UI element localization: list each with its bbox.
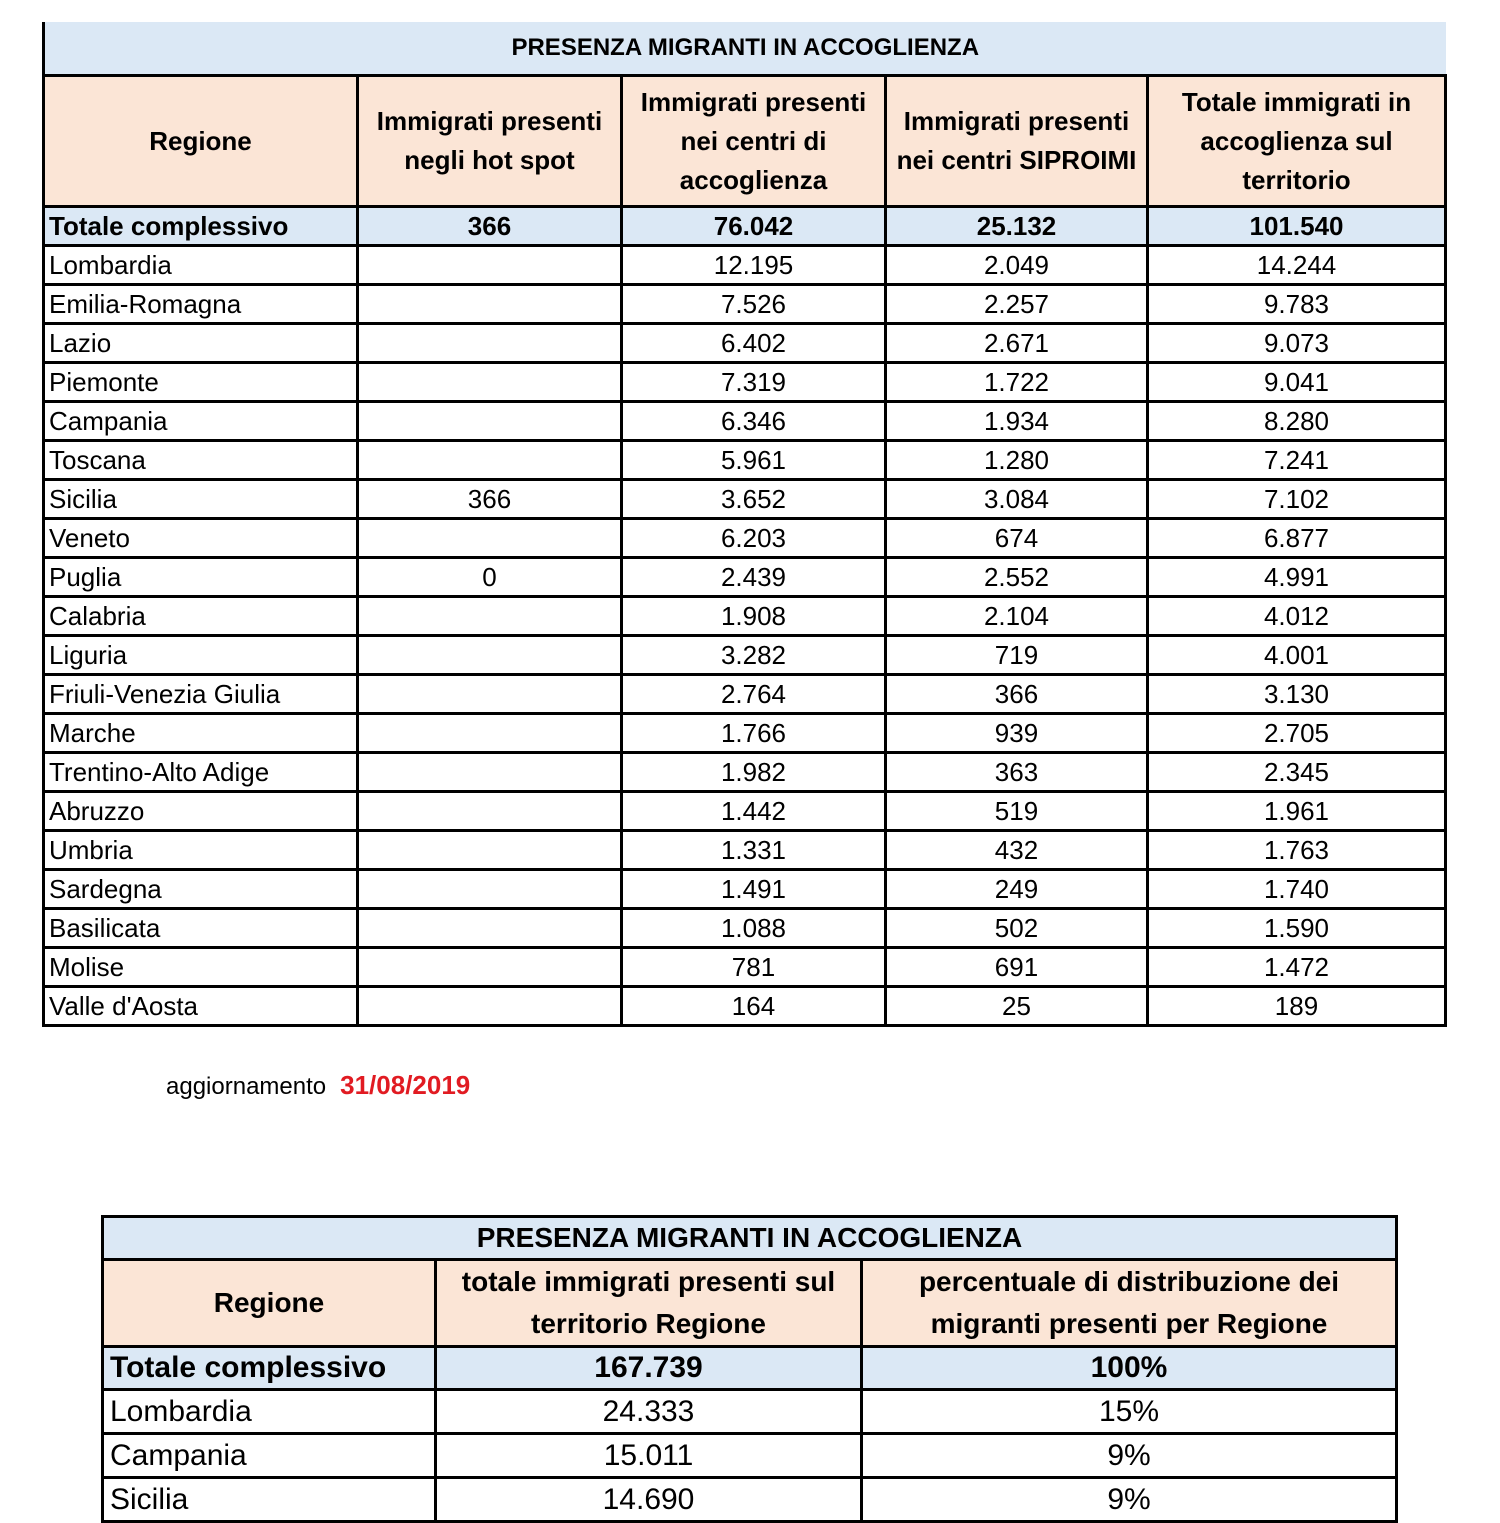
table-title: PRESENZA MIGRANTI IN ACCOGLIENZA bbox=[103, 1217, 1397, 1260]
table-row bbox=[44, 597, 1446, 636]
table-row bbox=[44, 909, 1446, 948]
column-header-percentuale: percentuale di distribuzione dei migranti presenti per Regione bbox=[862, 1260, 1397, 1347]
table-cell bbox=[358, 285, 622, 324]
table-cell: 9% bbox=[862, 1478, 1397, 1522]
table-cell: 781 bbox=[622, 948, 886, 987]
total-cell: 167.739 bbox=[436, 1347, 862, 1390]
table-cell: 1.766 bbox=[622, 714, 886, 753]
table-cell bbox=[358, 636, 622, 675]
table-cell: 15.011 bbox=[436, 1434, 862, 1478]
table-cell bbox=[358, 246, 622, 285]
table-cell: 15% bbox=[862, 1390, 1397, 1434]
table-cell: 3.130 bbox=[1148, 675, 1446, 714]
region-name: Campania bbox=[103, 1434, 436, 1478]
column-header-totale: Totale immigrati in accoglienza sul territorio bbox=[1148, 76, 1446, 207]
region-name: Sicilia bbox=[103, 1478, 436, 1522]
total-cell: 76.042 bbox=[622, 207, 886, 246]
table-cell bbox=[358, 441, 622, 480]
table-presenza-migranti-regioni bbox=[42, 22, 1447, 1027]
total-cell: 101.540 bbox=[1148, 207, 1446, 246]
table-cell: 2.439 bbox=[622, 558, 886, 597]
table-row bbox=[44, 324, 1446, 363]
table-cell: 249 bbox=[886, 870, 1148, 909]
region-name: Puglia bbox=[44, 558, 358, 597]
table-cell: 1.722 bbox=[886, 363, 1148, 402]
table-cell bbox=[358, 792, 622, 831]
region-name: Toscana bbox=[44, 441, 358, 480]
table-cell: 1.961 bbox=[1148, 792, 1446, 831]
table-row bbox=[44, 558, 1446, 597]
region-name: Sardegna bbox=[44, 870, 358, 909]
table-cell: 1.280 bbox=[886, 441, 1148, 480]
column-header-hot-spot: Immigrati presenti negli hot spot bbox=[358, 76, 622, 207]
table-cell: 24.333 bbox=[436, 1390, 862, 1434]
table-row bbox=[103, 1390, 1397, 1434]
table-cell: 366 bbox=[358, 480, 622, 519]
column-header-regione: Regione bbox=[44, 76, 358, 207]
region-name: Marche bbox=[44, 714, 358, 753]
table-cell: 2.705 bbox=[1148, 714, 1446, 753]
table-title: PRESENZA MIGRANTI IN ACCOGLIENZA bbox=[44, 22, 1446, 76]
region-name: Abruzzo bbox=[44, 792, 358, 831]
table-cell: 2.552 bbox=[886, 558, 1148, 597]
region-name: Calabria bbox=[44, 597, 358, 636]
table-cell: 25 bbox=[886, 987, 1148, 1026]
table-cell: 8.280 bbox=[1148, 402, 1446, 441]
table-row bbox=[103, 1434, 1397, 1478]
table-cell: 366 bbox=[886, 675, 1148, 714]
table-cell: 14.244 bbox=[1148, 246, 1446, 285]
table-cell: 0 bbox=[358, 558, 622, 597]
table-cell: 5.961 bbox=[622, 441, 886, 480]
total-label: Totale complessivo bbox=[44, 207, 358, 246]
table-cell bbox=[358, 987, 622, 1026]
column-header-regione: Regione bbox=[103, 1260, 436, 1347]
table-row bbox=[44, 285, 1446, 324]
table-row bbox=[44, 753, 1446, 792]
table-cell bbox=[358, 831, 622, 870]
table-cell: 2.104 bbox=[886, 597, 1148, 636]
table-cell: 9.783 bbox=[1148, 285, 1446, 324]
table-cell: 9% bbox=[862, 1434, 1397, 1478]
table-cell bbox=[358, 714, 622, 753]
table-row bbox=[44, 246, 1446, 285]
update-note bbox=[166, 1070, 470, 1101]
table-row bbox=[44, 870, 1446, 909]
update-label: aggiornamento bbox=[166, 1073, 327, 1100]
total-cell: 25.132 bbox=[886, 207, 1148, 246]
table-cell bbox=[358, 363, 622, 402]
region-name: Veneto bbox=[44, 519, 358, 558]
region-name: Molise bbox=[44, 948, 358, 987]
total-cell: 366 bbox=[358, 207, 622, 246]
table-row bbox=[44, 441, 1446, 480]
table-cell: 1.982 bbox=[622, 753, 886, 792]
table-row bbox=[44, 792, 1446, 831]
table-cell: 363 bbox=[886, 753, 1148, 792]
table-cell: 9.041 bbox=[1148, 363, 1446, 402]
table-cell: 1.590 bbox=[1148, 909, 1446, 948]
region-name: Sicilia bbox=[44, 480, 358, 519]
region-name: Friuli-Venezia Giulia bbox=[44, 675, 358, 714]
table-cell: 432 bbox=[886, 831, 1148, 870]
table-cell: 1.934 bbox=[886, 402, 1148, 441]
table-cell: 674 bbox=[886, 519, 1148, 558]
table-cell: 7.319 bbox=[622, 363, 886, 402]
total-row bbox=[103, 1347, 1397, 1390]
table-cell: 1.088 bbox=[622, 909, 886, 948]
table-cell: 9.073 bbox=[1148, 324, 1446, 363]
table-cell: 6.402 bbox=[622, 324, 886, 363]
table-cell bbox=[358, 324, 622, 363]
table-cell: 719 bbox=[886, 636, 1148, 675]
region-name: Lombardia bbox=[44, 246, 358, 285]
region-name: Basilicata bbox=[44, 909, 358, 948]
table-row bbox=[44, 402, 1446, 441]
table-cell: 1.740 bbox=[1148, 870, 1446, 909]
table-distribuzione-migranti bbox=[101, 1215, 1398, 1523]
region-name: Piemonte bbox=[44, 363, 358, 402]
table-row bbox=[44, 636, 1446, 675]
region-name: Trentino-Alto Adige bbox=[44, 753, 358, 792]
table-cell bbox=[358, 675, 622, 714]
table-cell: 4.991 bbox=[1148, 558, 1446, 597]
table-row bbox=[44, 714, 1446, 753]
table-cell: 2.345 bbox=[1148, 753, 1446, 792]
table-cell: 1.908 bbox=[622, 597, 886, 636]
table-cell: 164 bbox=[622, 987, 886, 1026]
table-cell: 1.442 bbox=[622, 792, 886, 831]
region-name: Valle d'Aosta bbox=[44, 987, 358, 1026]
table-cell: 2.764 bbox=[622, 675, 886, 714]
table-row bbox=[44, 480, 1446, 519]
table-cell: 1.763 bbox=[1148, 831, 1446, 870]
total-label: Totale complessivo bbox=[103, 1347, 436, 1390]
region-name: Umbria bbox=[44, 831, 358, 870]
table-cell: 3.084 bbox=[886, 480, 1148, 519]
table-row bbox=[44, 948, 1446, 987]
column-header-centri-accoglienza: Immigrati presenti nei centri di accoglienza bbox=[622, 76, 886, 207]
table-cell bbox=[358, 597, 622, 636]
region-name: Lazio bbox=[44, 324, 358, 363]
region-name: Lombardia bbox=[103, 1390, 436, 1434]
table-cell: 2.257 bbox=[886, 285, 1148, 324]
region-name: Campania bbox=[44, 402, 358, 441]
table-cell: 3.652 bbox=[622, 480, 886, 519]
table-cell bbox=[358, 909, 622, 948]
table-cell bbox=[358, 402, 622, 441]
table-cell: 6.203 bbox=[622, 519, 886, 558]
table-cell: 4.012 bbox=[1148, 597, 1446, 636]
table-cell: 502 bbox=[886, 909, 1148, 948]
table-cell bbox=[358, 870, 622, 909]
table-cell: 519 bbox=[886, 792, 1148, 831]
table-cell: 7.241 bbox=[1148, 441, 1446, 480]
table-cell: 1.472 bbox=[1148, 948, 1446, 987]
table-cell: 6.877 bbox=[1148, 519, 1446, 558]
column-header-totale-territorio: totale immigrati presenti sul territorio Regione bbox=[436, 1260, 862, 1347]
table-cell: 7.526 bbox=[622, 285, 886, 324]
total-cell: 100% bbox=[862, 1347, 1397, 1390]
table-cell: 2.671 bbox=[886, 324, 1148, 363]
column-header-siproimi: Immigrati presenti nei centri SIPROIMI bbox=[886, 76, 1148, 207]
table-row bbox=[44, 519, 1446, 558]
table-cell: 189 bbox=[1148, 987, 1446, 1026]
table-cell: 4.001 bbox=[1148, 636, 1446, 675]
table-cell bbox=[358, 948, 622, 987]
table-cell: 2.049 bbox=[886, 246, 1148, 285]
total-row bbox=[44, 207, 1446, 246]
table-row bbox=[44, 831, 1446, 870]
table-cell: 939 bbox=[886, 714, 1148, 753]
table-cell: 1.331 bbox=[622, 831, 886, 870]
table-cell: 12.195 bbox=[622, 246, 886, 285]
table-cell: 3.282 bbox=[622, 636, 886, 675]
table-cell: 7.102 bbox=[1148, 480, 1446, 519]
table-cell: 1.491 bbox=[622, 870, 886, 909]
table-row bbox=[44, 987, 1446, 1026]
table-cell bbox=[358, 519, 622, 558]
region-name: Liguria bbox=[44, 636, 358, 675]
table-row bbox=[44, 675, 1446, 714]
table-row bbox=[44, 363, 1446, 402]
table-cell bbox=[358, 753, 622, 792]
update-date: 31/08/2019 bbox=[340, 1070, 471, 1100]
table-cell: 14.690 bbox=[436, 1478, 862, 1522]
table-cell: 691 bbox=[886, 948, 1148, 987]
region-name: Emilia-Romagna bbox=[44, 285, 358, 324]
table-cell: 6.346 bbox=[622, 402, 886, 441]
